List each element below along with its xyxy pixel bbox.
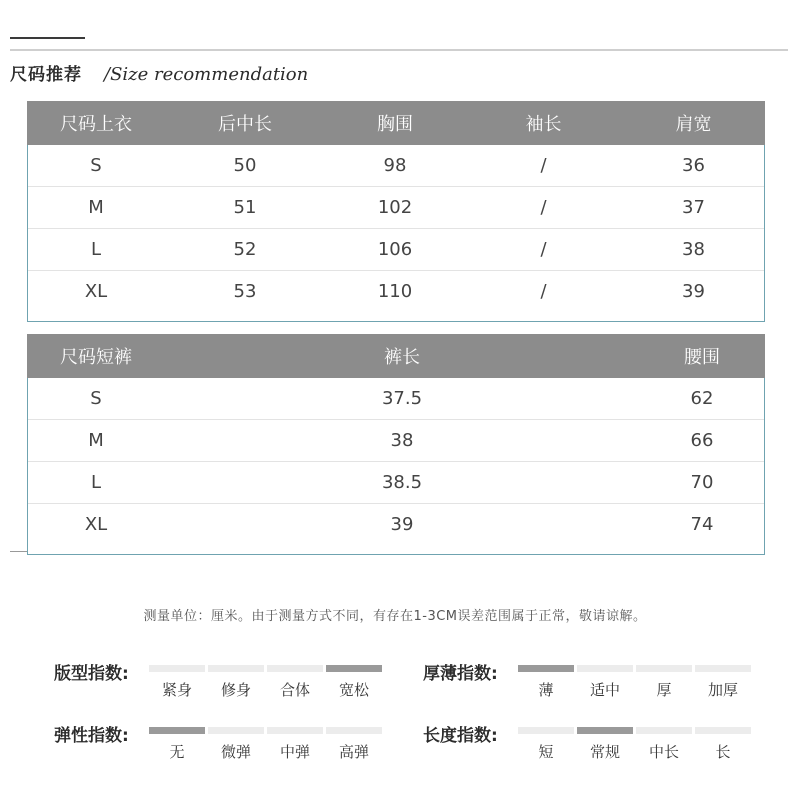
fit-index-label: 版型指数: <box>54 664 129 684</box>
fit-option <box>149 665 205 700</box>
table-row <box>27 462 765 504</box>
option-label: 微弹 <box>220 743 251 761</box>
top-size-table <box>27 101 765 312</box>
section-title <box>10 60 308 85</box>
fit-option <box>208 665 264 700</box>
cell-chest: 102 <box>325 187 465 229</box>
option-bar <box>267 665 323 672</box>
fit-index-options <box>149 663 382 700</box>
cell-waist: 70 <box>639 462 765 504</box>
cell-shoulder: 37 <box>622 187 765 229</box>
option-label: 中弹 <box>279 743 310 761</box>
thickness-option <box>518 665 574 700</box>
elasticity-option <box>208 727 264 762</box>
thickness-option <box>636 665 692 700</box>
option-label: 常规 <box>589 743 620 761</box>
table-row <box>27 378 765 420</box>
cell-pants-length: 39 <box>390 514 414 535</box>
measurement-note: 测量单位：厘米。由于测量方式不同，有存在1-3CM误差范围属于正常，敬请谅解。 <box>143 609 647 624</box>
option-label: 加厚 <box>707 681 738 699</box>
option-label: 长 <box>715 743 731 761</box>
option-bar <box>695 727 751 734</box>
elasticity-option <box>326 727 382 762</box>
option-bar <box>518 727 574 734</box>
top-rule-light <box>10 49 788 51</box>
table-row <box>27 271 765 313</box>
option-label: 高弹 <box>338 743 369 761</box>
thickness-index-label: 厚薄指数: <box>423 664 498 684</box>
option-bar <box>149 665 205 672</box>
cell-size: XL <box>84 281 108 302</box>
elasticity-option <box>149 727 205 762</box>
elasticity-option <box>267 727 323 762</box>
fit-option <box>326 665 382 700</box>
cell-size: L <box>27 462 165 504</box>
cell-size: L <box>27 229 165 271</box>
bottom-table-header-row <box>27 334 765 378</box>
cell-sleeve: / <box>465 145 622 187</box>
cell-waist: 66 <box>639 420 765 462</box>
cell-size: M <box>27 420 165 462</box>
option-bar <box>208 665 264 672</box>
table-row <box>27 504 765 546</box>
cell-pants-length: 38.5 <box>165 462 639 504</box>
col-header-pants-length: 裤长 <box>165 334 639 378</box>
thickness-option <box>577 665 633 700</box>
length-option <box>636 727 692 762</box>
elasticity-index <box>54 725 382 762</box>
cell-shoulder: 39 <box>682 281 705 302</box>
cell-chest: 110 <box>377 281 413 302</box>
fit-option <box>267 665 323 700</box>
option-bar <box>518 665 574 672</box>
cell-sleeve: / <box>465 229 622 271</box>
option-bar <box>326 665 382 672</box>
length-index-label: 长度指数: <box>423 726 498 746</box>
elasticity-index-label: 弹性指数: <box>54 726 129 746</box>
title-english: /Size recommendation <box>104 64 309 85</box>
top-table-header-row <box>27 101 765 145</box>
option-bar <box>149 727 205 734</box>
side-rule <box>10 551 27 552</box>
option-bar <box>326 727 382 734</box>
col-header-shoulder: 肩宽 <box>622 101 765 145</box>
cell-sleeve: / <box>540 281 547 302</box>
option-label: 短 <box>538 743 554 761</box>
cell-waist: 74 <box>690 514 714 535</box>
cell-size: S <box>27 378 165 420</box>
cell-chest: 98 <box>325 145 465 187</box>
col-header-back-length: 后中长 <box>165 101 325 145</box>
bottom-size-table <box>27 334 765 545</box>
cell-back-length: 50 <box>165 145 325 187</box>
option-bar <box>577 665 633 672</box>
length-option <box>695 727 751 762</box>
col-header-sleeve: 袖长 <box>465 101 622 145</box>
col-header-waist: 腰围 <box>639 334 765 378</box>
length-option <box>518 727 574 762</box>
option-bar <box>577 727 633 734</box>
cell-chest: 106 <box>325 229 465 271</box>
option-bar <box>695 665 751 672</box>
option-label: 薄 <box>538 681 554 699</box>
option-bar <box>636 665 692 672</box>
cell-size: S <box>27 145 165 187</box>
option-bar <box>636 727 692 734</box>
thickness-index-options <box>518 663 751 700</box>
option-label: 合体 <box>279 681 310 699</box>
title-chinese: 尺码推荐 <box>10 65 82 85</box>
thickness-index <box>423 663 751 700</box>
table-row <box>27 420 765 462</box>
option-label: 无 <box>169 743 185 761</box>
length-index-options <box>518 725 751 762</box>
cell-size: M <box>27 187 165 229</box>
cell-back-length: 53 <box>233 281 257 302</box>
cell-pants-length: 38 <box>165 420 639 462</box>
cell-waist: 62 <box>639 378 765 420</box>
thickness-option <box>695 665 751 700</box>
top-rule-dark <box>10 37 85 39</box>
option-label: 宽松 <box>338 681 369 699</box>
table-row <box>27 187 765 229</box>
option-label: 紧身 <box>161 681 192 699</box>
col-header-shorts-size: 尺码短裤 <box>27 334 165 378</box>
fit-index <box>54 663 382 700</box>
option-label: 厚 <box>656 681 672 699</box>
cell-shoulder: 38 <box>622 229 765 271</box>
cell-shoulder: 36 <box>622 145 765 187</box>
option-label: 修身 <box>220 681 251 699</box>
col-header-chest: 胸围 <box>325 101 465 145</box>
length-option <box>577 727 633 762</box>
cell-back-length: 52 <box>165 229 325 271</box>
option-label: 适中 <box>589 681 620 699</box>
option-bar <box>267 727 323 734</box>
col-header-top-size: 尺码上衣 <box>27 101 165 145</box>
cell-back-length: 51 <box>165 187 325 229</box>
length-index <box>423 725 751 762</box>
cell-sleeve: / <box>465 187 622 229</box>
option-label: 中长 <box>648 743 679 761</box>
elasticity-index-options <box>149 725 382 762</box>
table-row <box>27 229 765 271</box>
option-bar <box>208 727 264 734</box>
cell-pants-length: 37.5 <box>165 378 639 420</box>
cell-size: XL <box>84 514 108 535</box>
table-row <box>27 145 765 187</box>
